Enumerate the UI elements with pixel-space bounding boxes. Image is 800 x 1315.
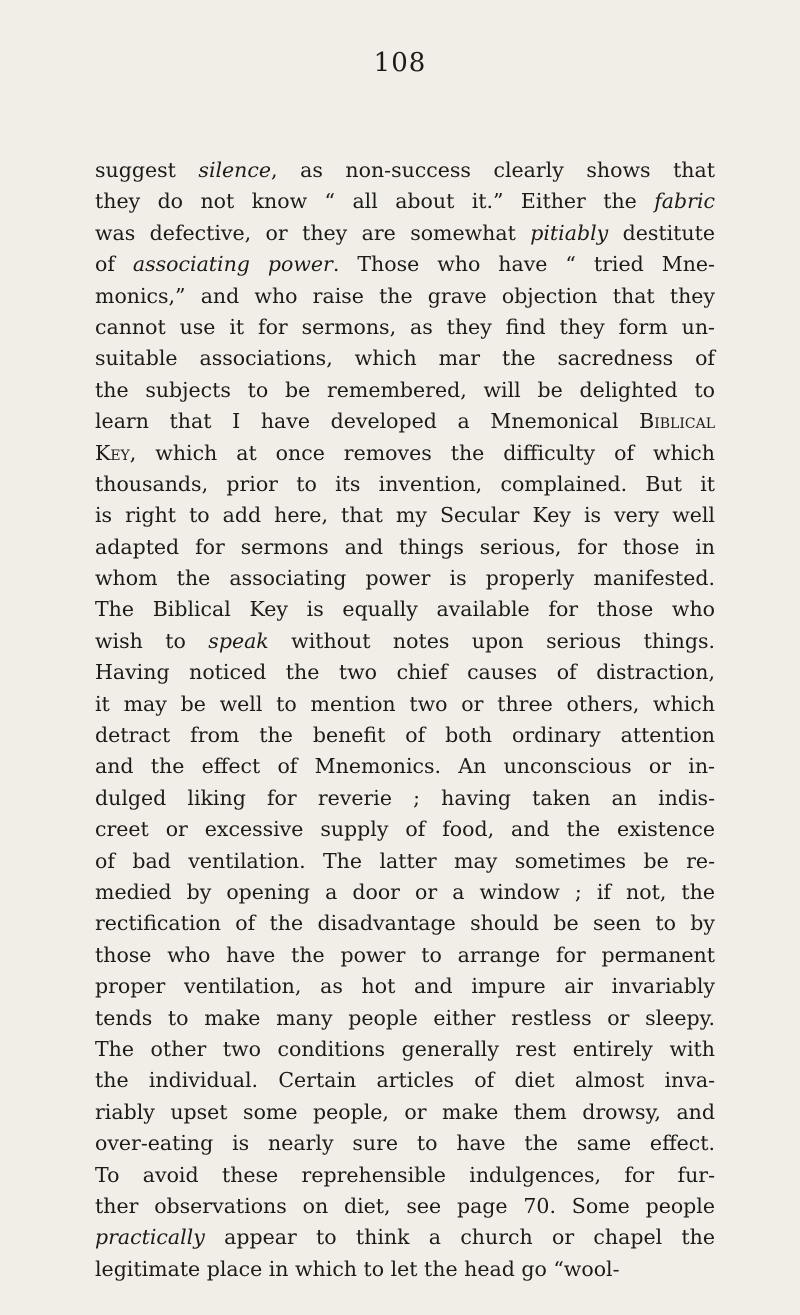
text-segment: destitute [608,220,715,245]
text-segment: of bad ventilation. The latter may sometimes be re- [95,848,715,873]
page-number: 108 [373,48,427,78]
text-segment: rectification of the disadvantage should be seen to by [95,911,715,936]
text-line [95,1254,715,1285]
text-line [95,469,715,500]
text-segment: detract from the benefit of both ordinary attention [95,723,715,748]
text-segment: wish to [95,628,209,653]
text-segment: Having noticed the two chief causes of distraction, [95,660,715,685]
text-segment: is right to add here, that my Secular Key is very well [95,503,715,528]
text-segment: riably upset some people, or make them drowsy, and [95,1099,715,1124]
text-line [95,814,715,845]
text-line [95,343,715,374]
text-line [95,281,715,312]
text-segment: whom the associating power is properly manifested. [95,566,715,591]
text-line [95,720,715,751]
text-line [95,940,715,971]
text-segment: those who have the power to arrange for permanent [95,942,715,967]
text-segment: the subjects to be remembered, will be delighted to [95,377,715,402]
italic-text: silence [198,158,272,182]
text-segment: cannot use it for sermons, as they find they form un- [95,314,715,339]
text-segment: without notes upon serious things. [268,628,715,653]
text-line [95,971,715,1002]
text-line [95,783,715,814]
text-segment: it may be well to mention two or three others, which [95,691,715,716]
text-segment: adapted for sermons and things serious, for those in [95,534,715,559]
text-line [95,375,715,406]
italic-text: pitiably [530,220,609,245]
text-segment: medied by opening a door or a window ; if not, the [95,879,715,904]
text-segment: was defective, or they are somewhat [95,220,531,245]
text-line [95,1160,715,1191]
text-line [95,1065,715,1096]
text-line [95,877,715,908]
small-caps-text: Biblical [639,409,715,434]
text-line [95,1128,715,1159]
text-line [95,751,715,782]
text-line [95,563,715,594]
text-segment: over-eating is nearly sure to have the same effect. [95,1131,715,1156]
text-line [95,406,715,437]
text-segment: of [95,252,133,277]
text-line [95,846,715,877]
text-segment: learn that I have developed a Mnemonical [95,409,640,434]
text-segment: legitimate place in which to let the head go “wool- [95,1256,620,1281]
text-line [95,500,715,531]
italic-text: fabric [654,189,715,214]
text-line [95,186,715,217]
text-line [95,594,715,625]
text-segment: proper ventilation, as hot and impure air invariably [95,974,715,999]
italic-text: speak [208,628,269,653]
text-line [95,1222,715,1253]
text-line [95,438,715,469]
text-segment: creet or excessive supply of food, and the existence [95,817,715,842]
text-segment: tends to make many people either restless or sleepy. [95,1005,715,1030]
italic-text: practically [95,1225,205,1250]
text-line [95,1034,715,1065]
text-line [95,218,715,249]
text-line [95,312,715,343]
text-segment: and the effect of Mnemonics. An unconscious or in- [95,754,715,779]
text-line [95,1191,715,1222]
text-line [95,155,715,186]
text-line [95,1003,715,1034]
text-segment: ther observations on diet, see page 70. Some people [95,1193,715,1218]
text-line [95,1097,715,1128]
text-segment: , which at once removes the difficulty of which [129,440,715,465]
text-segment: The other two conditions generally rest entirely with [95,1036,715,1061]
text-segment: suggest [95,158,199,182]
text-segment: dulged liking for reverie ; having taken an indis- [95,785,715,810]
italic-text: associating power [132,252,333,277]
text-segment: the individual. Certain articles of diet almost inva- [95,1068,715,1093]
text-segment: . Those who have “ tried Mne- [332,252,715,277]
text-segment: thousands, prior to its invention, complained. But it [95,471,715,496]
text-line [95,626,715,657]
text-segment: appear to think a church or chapel the [204,1225,715,1250]
text-line [95,689,715,720]
text-line [95,908,715,939]
text-line [95,532,715,563]
body-text [95,155,715,1285]
text-segment: The Biblical Key is equally available for those who [95,597,715,622]
text-segment: , as non-success clearly shows that [271,158,715,182]
text-segment: monics,” and who raise the grave objection that they [95,283,715,308]
text-line [95,657,715,688]
small-caps-text: Key [95,440,130,465]
text-segment: To avoid these reprehensible indulgences, for fur- [95,1162,715,1187]
text-segment: they do not know “ all about it.” Either the [95,189,655,214]
text-segment: suitable associations, which mar the sacredness of [95,346,715,371]
text-line [95,249,715,280]
